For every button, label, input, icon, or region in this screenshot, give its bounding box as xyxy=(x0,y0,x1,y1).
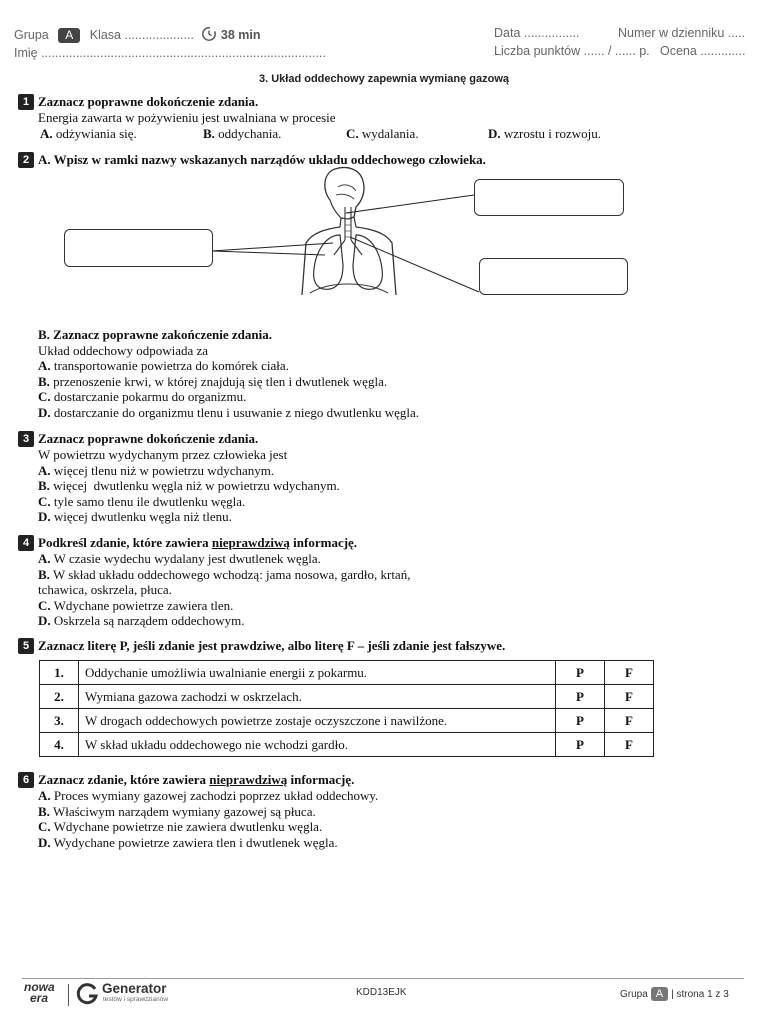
generator-logo-icon xyxy=(76,982,100,1011)
option-c[interactable]: C. Wdychane powietrze zawiera tlen. xyxy=(38,597,234,613)
answer-box-top-right[interactable] xyxy=(474,179,624,216)
question-stem: Energia zawarta w pożywieniu jest uwalniana w procesie xyxy=(38,110,336,125)
time-limit: 38 min xyxy=(220,27,261,42)
question-heading: Zaznacz literę P, jeśli zdanie jest prawdziwe, albo literę F – jeśli zdanie jest fałszywe. xyxy=(38,638,506,654)
row-number: 3. xyxy=(40,709,79,733)
false-option[interactable]: F xyxy=(605,733,654,757)
option-c[interactable]: C. dostarczanie pokarmu do organizmu. xyxy=(38,389,247,404)
question-number: 1 xyxy=(18,94,34,110)
false-option[interactable]: F xyxy=(605,685,654,709)
option-a[interactable]: A. W czasie wydechu wydalany jest dwutlenek węgla. xyxy=(38,551,321,566)
statement: W drogach oddechowych powietrze zostaje oczyszczone i nawilżone. xyxy=(79,709,556,733)
class-field[interactable]: Klasa .................... xyxy=(89,27,194,42)
option-d[interactable]: D. więcej dwutlenku węgla niż tlenu. xyxy=(38,509,232,524)
option-a[interactable]: A. odżywiania się. xyxy=(40,125,137,141)
question-heading: Podkreśl zdanie, które zawiera nieprawdziwą informację. xyxy=(38,535,358,551)
question-number: 3 xyxy=(18,431,34,447)
question-number: 4 xyxy=(18,535,34,551)
page-indicator: Grupa A | strona 1 z 3 xyxy=(620,988,729,1000)
true-option[interactable]: P xyxy=(556,709,605,733)
question-heading: A. Wpisz w ramki nazwy wskazanych narządów układu oddechowego człowieka. xyxy=(38,152,486,168)
question-number: 2 xyxy=(18,152,34,168)
group-line xyxy=(14,26,261,45)
test-code: KDD13EJK xyxy=(356,987,407,998)
group-badge: A xyxy=(58,28,80,43)
true-option[interactable]: P xyxy=(556,661,605,685)
option-a[interactable]: A. transportowanie powietrza do komórek ciała. xyxy=(38,358,289,373)
option-b[interactable]: B. W skład układu oddechowego wchodzą: jama nosowa, gardło, krtań, xyxy=(38,566,411,582)
table-row xyxy=(40,685,654,709)
table-row xyxy=(40,733,654,757)
logo-divider xyxy=(68,984,69,1006)
group-label: Grupa xyxy=(14,27,49,42)
generator-title: Generator xyxy=(102,981,167,996)
journal-number-field[interactable]: Numer w dzienniku ..... xyxy=(618,26,746,40)
question-5 xyxy=(18,638,748,654)
row-number: 1. xyxy=(40,661,79,685)
option-d[interactable]: D. dostarczanie do organizmu tlenu i usuwanie z niego dwutlenku węgla. xyxy=(38,404,419,420)
true-option[interactable]: P xyxy=(556,733,605,757)
statement: Wymiana gazowa zachodzi w oskrzelach. xyxy=(79,685,556,709)
option-c[interactable]: C. tyle samo tlenu ile dwutlenku węgla. xyxy=(38,493,246,509)
false-option[interactable]: F xyxy=(605,709,654,733)
answer-options xyxy=(18,126,748,142)
option-a[interactable]: A. Proces wymiany gazowej zachodzi poprzez układ oddechowy. xyxy=(38,788,379,803)
question-1 xyxy=(18,94,748,141)
option-c[interactable]: C. Wdychane powietrze nie zawiera dwutlenku węgla. xyxy=(38,819,323,834)
group-badge: A xyxy=(651,987,668,1001)
question-stem: Układ oddechowy odpowiada za xyxy=(38,342,209,358)
row-number: 4. xyxy=(40,733,79,757)
answer-box-left[interactable] xyxy=(64,229,213,267)
clock-icon xyxy=(201,26,217,45)
option-b[interactable]: B. przenoszenie krwi, w której znajdują się tlen i dwutlenek węgla. xyxy=(38,373,388,389)
row-number: 2. xyxy=(40,685,79,709)
date-field[interactable]: Data ................ xyxy=(494,26,580,40)
question-3 xyxy=(18,431,748,525)
footer-divider xyxy=(22,978,744,979)
generator-subtitle: testów i sprawdzianów xyxy=(103,996,169,1003)
option-b-continuation: tchawica, oskrzela, płuca. xyxy=(38,582,172,597)
grade-field[interactable]: Ocena ............. xyxy=(660,44,746,58)
question-heading: Zaznacz poprawne dokończenie zdania. xyxy=(38,431,259,447)
option-d[interactable]: D. Wydychane powietrze zawiera tlen i dwutlenek węgla. xyxy=(38,834,338,850)
true-false-table xyxy=(39,660,654,757)
question-number: 5 xyxy=(18,638,34,654)
option-b[interactable]: B. więcej dwutlenku węgla niż w powietrzu wdychanym. xyxy=(38,478,340,493)
statement: Oddychanie umożliwia uwalnianie energii z pokarmu. xyxy=(79,661,556,685)
false-option[interactable]: F xyxy=(605,661,654,685)
name-field[interactable]: Imię .................................................................................. xyxy=(14,46,326,60)
option-d[interactable]: D. wzrostu i rozwoju. xyxy=(488,125,602,141)
option-c[interactable]: C. wydalania. xyxy=(346,125,419,141)
points-field[interactable]: Liczba punktów ...... / ...... p. xyxy=(494,44,650,58)
statement: W skład układu oddechowego nie wchodzi gardło. xyxy=(79,733,556,757)
option-d[interactable]: D. Oskrzela są narządem oddechowym. xyxy=(38,613,245,628)
nowa-era-logo: nowa era xyxy=(24,980,55,1005)
table-row xyxy=(40,709,654,733)
question-heading: Zaznacz zdanie, które zawiera nieprawdziwą informację. xyxy=(38,772,355,788)
option-b[interactable]: B. oddychania. xyxy=(203,125,282,141)
option-b[interactable]: B. Właściwym narządem wymiany gazowej są płuca. xyxy=(38,803,316,819)
option-a[interactable]: A. więcej tlenu niż w powietrzu wdychanym. xyxy=(38,462,275,478)
question-number: 6 xyxy=(18,772,34,788)
table-row xyxy=(40,661,654,685)
question-6 xyxy=(18,772,748,850)
question-4 xyxy=(18,535,748,629)
page-title: 3. Układ oddechowy zapewnia wymianę gazową xyxy=(258,73,509,85)
question-2b xyxy=(38,327,768,420)
question-stem: W powietrzu wydychanym przez człowieka jest xyxy=(38,447,288,462)
question-heading: Zaznacz poprawne dokończenie zdania. xyxy=(38,94,259,110)
true-option[interactable]: P xyxy=(556,685,605,709)
question-heading: B. Zaznacz poprawne zakończenie zdania. xyxy=(38,327,272,342)
answer-box-bottom-right[interactable] xyxy=(479,258,628,295)
